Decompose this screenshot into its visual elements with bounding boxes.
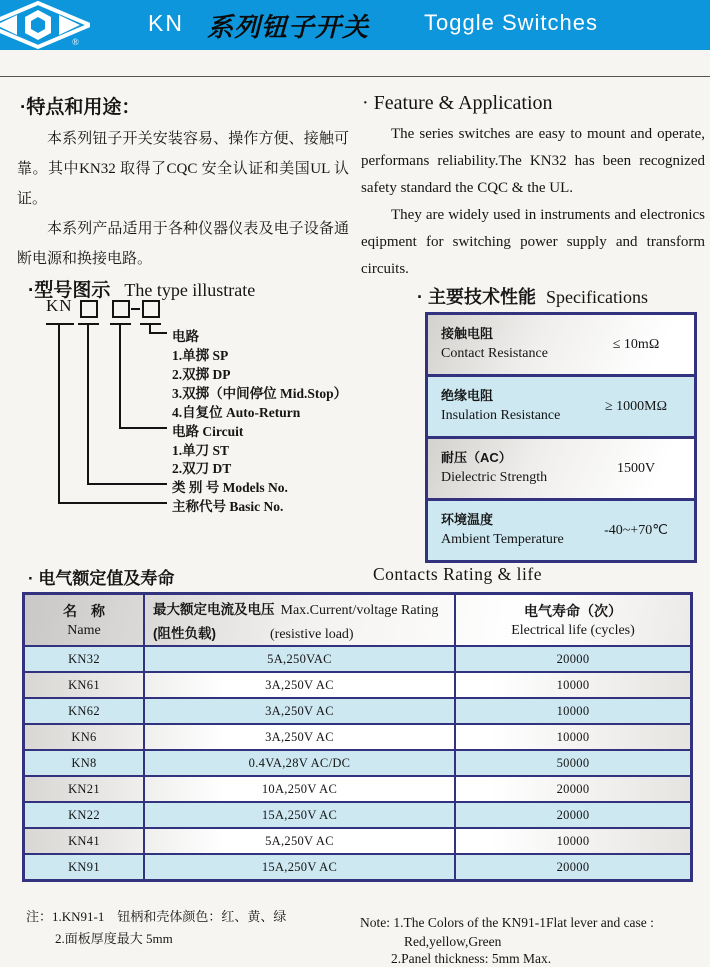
spec-row-insulation-resistance — [428, 377, 694, 439]
cell-life: 10000 — [556, 833, 590, 848]
table-row — [25, 803, 690, 829]
header-cell-life — [456, 595, 690, 645]
table-row — [25, 699, 690, 725]
specifications-heading-zh: · 主要技术性能 — [417, 287, 536, 307]
diagram-label: 电路 — [172, 329, 199, 344]
note-en-line3: 2.Panel thickness: 5mm Max. — [391, 951, 552, 966]
specifications-heading-en: Specifications — [546, 287, 648, 307]
features-body-en — [361, 121, 705, 283]
diagram-box-circuit — [112, 300, 130, 318]
diagram-box-circuit-type — [80, 300, 98, 318]
cell-rating: 5A,250V AC — [145, 829, 456, 853]
contacts-heading-zh: · 电气额定值及寿命 — [28, 569, 175, 588]
eye-diamond-logo — [0, 0, 90, 51]
header-divider — [0, 76, 710, 77]
cell-name: KN8 — [25, 751, 145, 775]
diagram-dash — [131, 308, 140, 310]
spec-row-dielectric-strength — [428, 439, 694, 501]
spec-label-en: Dielectric Strength — [441, 470, 548, 485]
diagram-label: 主称代号 Basic No. — [172, 499, 284, 514]
diagram-label: 类 别 号 Models No. — [172, 480, 288, 495]
spec-row-ambient-temperature — [428, 501, 694, 560]
specifications-table — [425, 312, 697, 563]
features-zh-p2: 本系列产品适用于各种仪器仪表及电子设备通断电源和换接电路。 — [17, 221, 349, 267]
header-cell-name — [25, 595, 145, 645]
cell-life: 20000 — [556, 781, 590, 796]
registered-mark-icon: ® — [72, 37, 79, 47]
header-series-zh: 系列钮子开关 — [207, 12, 370, 42]
spec-value: 1500V — [616, 460, 656, 476]
cell-life: 50000 — [556, 755, 590, 770]
col-rating-zh1: 最大额定电流及电压 — [153, 601, 275, 617]
diagram-label: 3.双掷（中间停位 Mid.Stop） — [172, 386, 348, 401]
col-name-en: Name — [67, 623, 101, 638]
type-illustrate-heading-zh: ·型号图示 — [28, 280, 111, 301]
spec-value: ≤ 10mΩ — [612, 336, 660, 352]
contacts-table-header — [25, 595, 690, 647]
note-zh-line2: 2.面板厚度最大 5mm — [55, 931, 173, 946]
specifications-heading — [417, 283, 648, 309]
cell-life: 20000 — [556, 859, 590, 874]
diagram-model-prefix: KN — [46, 296, 73, 315]
features-zh-p1: 本系列钮子开关安装容易、操作方便、接触可靠。其中KN32 取得了CQC 安全认证和美国UL 认证。 — [17, 131, 349, 207]
cell-rating: 15A,250V AC — [145, 855, 456, 879]
contacts-heading-en: Contacts Rating & life — [373, 564, 542, 584]
diagram-box-throw — [142, 300, 160, 318]
spec-value: -40~+70℃ — [604, 523, 668, 538]
features-en-p2: They are widely used in instruments and electronics eqipment for switching power supply and transform circuits. — [361, 207, 705, 277]
cell-life: 20000 — [556, 807, 590, 822]
spec-label-en: Contact Resistance — [441, 346, 548, 361]
col-rating-en1: Max.Current/voltage Rating — [280, 602, 439, 618]
spec-label-zh: 绝缘电阻 — [441, 388, 494, 403]
cell-rating: 10A,250V AC — [145, 777, 456, 801]
cell-rating: 15A,250V AC — [145, 803, 456, 827]
features-heading-zh: ·特点和用途： — [20, 97, 141, 118]
col-life-en: Electrical life (cycles) — [511, 623, 635, 638]
col-rating-en2: (resistive load) — [270, 626, 354, 642]
note-en-line2: Red,yellow,Green — [404, 934, 502, 949]
spec-label-zh: 接触电阻 — [441, 326, 494, 341]
table-row — [25, 855, 690, 879]
diagram-label: 2.双刀 DT — [172, 461, 232, 476]
table-row — [25, 777, 690, 803]
spec-label-zh: 耐压（AC） — [441, 450, 512, 465]
cell-life: 10000 — [556, 703, 590, 718]
cell-name: KN61 — [25, 673, 145, 697]
col-name-zh: 名 称 — [63, 603, 105, 619]
col-life-zh: 电气寿命（次） — [524, 603, 622, 619]
cell-life: 10000 — [556, 729, 590, 744]
note-en-line1: Note: 1.The Colors of the KN91-1Flat lever and case : — [360, 915, 654, 930]
table-row — [25, 673, 690, 699]
contacts-table — [22, 592, 693, 882]
spec-label-en: Ambient Temperature — [441, 532, 564, 547]
features-body-zh — [17, 124, 349, 274]
table-row — [25, 647, 690, 673]
cell-name: KN62 — [25, 699, 145, 723]
cell-name: KN32 — [25, 647, 145, 671]
header-cell-rating — [145, 595, 456, 645]
cell-rating: 0.4VA,28V AC/DC — [145, 751, 456, 775]
cell-name: KN22 — [25, 803, 145, 827]
cell-name: KN91 — [25, 855, 145, 879]
cell-name: KN6 — [25, 725, 145, 749]
table-row — [25, 725, 690, 751]
diagram-label: 1.单掷 SP — [172, 348, 229, 363]
cell-life: 20000 — [556, 651, 590, 666]
spec-row-contact-resistance — [428, 315, 694, 377]
table-row — [25, 829, 690, 855]
spec-label-zh: 环境温度 — [441, 512, 494, 527]
features-en-p1: The series switches are easy to mount and operate, performans reliability.The KN32 has been recognized safety standard the CQC & the UL. — [361, 126, 705, 196]
diagram-label: 1.单刀 ST — [172, 443, 230, 458]
spec-value: ≥ 1000MΩ — [604, 398, 668, 414]
page-header — [0, 0, 710, 50]
features-heading-en: · Feature & Application — [362, 92, 553, 114]
diagram-label: 2.双掷 DP — [172, 367, 231, 382]
cell-rating: 5A,250VAC — [145, 647, 456, 671]
cell-life: 10000 — [556, 677, 590, 692]
cell-rating: 3A,250V AC — [145, 673, 456, 697]
note-zh-line1: 注：1.KN91-1 钮柄和壳体颜色：红、黄、绿 — [26, 909, 287, 924]
header-title-en: Toggle Switches — [424, 10, 598, 35]
type-illustrate-heading-en: The type illustrate — [124, 280, 256, 300]
cell-name: KN21 — [25, 777, 145, 801]
cell-name: KN41 — [25, 829, 145, 853]
spec-label-en: Insulation Resistance — [441, 408, 561, 423]
table-row — [25, 751, 690, 777]
header-model: KN — [148, 10, 184, 36]
diagram-label: 4.自复位 Auto-Return — [172, 405, 301, 420]
cell-rating: 3A,250V AC — [145, 725, 456, 749]
cell-rating: 3A,250V AC — [145, 699, 456, 723]
col-rating-zh2: (阻性负载) — [153, 625, 216, 641]
diagram-label: 电路 Circuit — [172, 424, 244, 439]
